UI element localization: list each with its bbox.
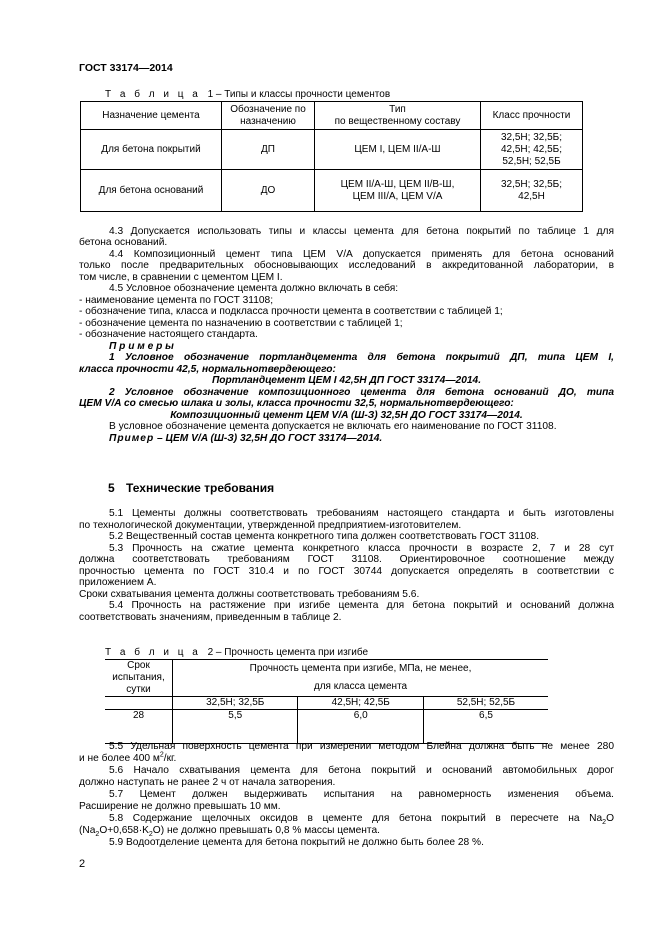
- term-line: Срок: [127, 660, 150, 671]
- table2-cell: 28: [105, 710, 173, 744]
- paragraph-5-1-line2: по технологической документации, утвержденной предприятием-изготовителем.: [79, 520, 462, 531]
- span-line: для класса цемента: [313, 681, 408, 692]
- paragraph-4-3-line2: бетона оснований.: [79, 237, 168, 248]
- table1-head-purpose: Назначение цемента: [81, 102, 222, 130]
- text-run: и не более 400 м: [79, 753, 160, 764]
- paragraph-5-8-line2: [79, 825, 614, 839]
- note-example-text: – ЦЕМ V/A (Ш-З) 32,5Н ДО ГОСТ 33174—2014.: [154, 433, 383, 444]
- example1-line2: класса прочности 42,5, нормальнотвердеющего:: [79, 364, 336, 375]
- table1-head-class: Класс прочности: [481, 102, 583, 130]
- text-run: 5.8 Содержание щелочных оксидов в цементе для бетона покрытий в пересчете на Na: [109, 813, 603, 824]
- list-item: - обозначение типа, класса и подкласса прочности цемента в соответствии с таблицей 1;: [79, 306, 503, 317]
- paragraph-5-1-line1: 5.1 Цементы должны соответствовать требованиям настоящего стандарта и быть изготовлены: [109, 508, 614, 519]
- paragraph-5-6-line1: 5.6 Начало схватывания цемента для бетона покрытий и оснований автомобильных дорог: [109, 765, 614, 776]
- paragraph-4-5: 4.5 Условное обозначение цемента должно включать в себя:: [109, 283, 399, 294]
- paragraph-5-9: 5.9 Водоотделение цемента для бетона покрытий не должно быть более 28 %.: [109, 837, 484, 848]
- paragraph-5-5-line1: 5.5 Удельная поверхность цемента при измерении методом Блейна должна быть не менее 280: [109, 741, 614, 752]
- paragraph-5-3-line2: должна соответствовать требованиям ГОСТ 31108. Ориентировочное соотношение между: [79, 554, 614, 565]
- table1-head-code-l1: Обозначение по: [230, 103, 306, 115]
- subscript: 2: [602, 819, 607, 827]
- class-line: 42,5Н: [518, 190, 545, 202]
- class-line: 52,5Н; 52,5Б: [502, 155, 561, 167]
- table1-caption-word: Т а б л и ц а: [105, 89, 201, 100]
- table1-cell: [315, 170, 481, 212]
- table1-head-type-l1: Тип: [389, 103, 406, 115]
- note-example: [79, 433, 614, 444]
- examples-title: П р и м е р ы: [109, 341, 174, 352]
- example2-designation: Композиционный цемент ЦЕМ V/A (Ш-З) 32,5Н ДО ГОСТ 33174—2014.: [170, 410, 523, 421]
- example2-line2: ЦЕМ V/A со смесью шлака и золы, класса прочности 32,5, нормальнотвердеющего:: [79, 398, 514, 409]
- table2-caption-word: Т а б л и ц а: [105, 647, 201, 658]
- paragraph-5-7-line2: Расширение не должно превышать 10 мм.: [79, 801, 281, 812]
- table1-head-code: [222, 102, 315, 130]
- table-row: [81, 130, 583, 170]
- table1-head-type-l2: по вещественному составу: [334, 115, 461, 127]
- paragraph-5-6-line2: должно наступать не ранее 2 ч от начала затворения.: [79, 777, 336, 788]
- table1-cell: [481, 130, 583, 170]
- table1-cell: ДП: [222, 130, 315, 170]
- subscript: 2: [95, 831, 100, 839]
- paragraph-5-3-line5: Сроки схватывания цемента должны соответствовать требованиям 5.6.: [79, 589, 420, 600]
- table2-sub-head: 32,5Н; 32,5Б: [173, 697, 298, 710]
- paragraph-5-3-line4: приложением А.: [79, 577, 157, 588]
- table2-sub-head: 52,5Н; 52,5Б: [423, 697, 548, 710]
- paragraph-4-4-line1: 4.4 Композиционный цемент типа ЦЕМ V/A допускается применять для бетона оснований: [109, 249, 614, 260]
- term-line: испытания,: [112, 672, 165, 683]
- paragraph-4-4-line2: только после предварительных обосновывающих исследований в аккредитованной лаборатории, в: [79, 260, 614, 271]
- table1-cell: Для бетона покрытий: [81, 130, 222, 170]
- table1-caption: [105, 89, 390, 100]
- table2-sub-head: 42,5Н; 42,5Б: [298, 697, 423, 710]
- table2-cell: 6,0: [298, 710, 423, 744]
- paragraph-4-3-line1: 4.3 Допускается использовать типы и классы цемента для бетона покрытий по таблице 1 для: [109, 226, 614, 237]
- example2-line1: 2 Условное обозначение композиционного цемента для бетона оснований ДО, типа: [109, 387, 614, 398]
- table2-head-span-2: [173, 678, 549, 697]
- table1: [80, 101, 583, 212]
- paragraph-5-3-line1: 5.3 Прочность на сжатие цемента конкретного класса прочности в возрасте 2, 7 и 28 сут: [109, 543, 614, 554]
- list-item: - наименование цемента по ГОСТ 31108;: [79, 295, 274, 306]
- type-line: ЦЕМ II/А-Ш, ЦЕМ II/В-Ш,: [340, 178, 455, 190]
- paragraph-5-4-line1: 5.4 Прочность на растяжение при изгибе цемента для бетона покрытий и оснований должна: [109, 600, 614, 611]
- table2-caption: [105, 647, 368, 658]
- example1-designation: Портландцемент ЦЕМ I 42,5Н ДП ГОСТ 33174—2014.: [211, 375, 482, 386]
- table1-head-code-l2: назначению: [240, 115, 296, 127]
- text-run: (Na: [79, 825, 96, 836]
- list-item: - обозначение цемента по назначению в соответствии с таблицей 1;: [79, 318, 403, 329]
- paragraph-5-2: 5.2 Вещественный состав цемента конкретного типа должен соответствовать ГОСТ 31108.: [109, 531, 540, 542]
- table2-empty: [105, 697, 173, 710]
- section-number: 5: [108, 481, 115, 495]
- table-row: [105, 710, 548, 744]
- term-line: сутки: [126, 684, 151, 695]
- paragraph-4-4-line3: том числе, в сравнении с цементом ЦЕМ I.: [79, 272, 283, 283]
- table1-cell: ДО: [222, 170, 315, 212]
- document-header: ГОСТ 33174—2014: [79, 62, 173, 74]
- table1-cell: Для бетона оснований: [81, 170, 222, 212]
- table-row: [81, 170, 583, 212]
- paragraph-5-5-line2: [79, 753, 614, 764]
- table1-cell: ЦЕМ I, ЦЕМ II/А-Ш: [315, 130, 481, 170]
- class-line: 42,5Н; 42,5Б;: [500, 143, 563, 155]
- table1-caption-num: 1: [207, 89, 214, 100]
- paragraph-5-8-line1: [79, 813, 614, 827]
- note-line: В условное обозначение цемента допускается не включать его наименование по ГОСТ 31108.: [109, 421, 557, 432]
- page-number: 2: [79, 858, 86, 870]
- text-run: O+0,658·K: [99, 825, 149, 836]
- text-run: /кг.: [163, 753, 177, 764]
- table1-caption-text: – Типы и классы прочности цементов: [213, 89, 391, 100]
- table1-head-type: [315, 102, 481, 130]
- type-line: ЦЕМ III/А, ЦЕМ V/A: [352, 190, 443, 202]
- table2-caption-num: 2: [207, 647, 214, 658]
- table2-cell: 5,5: [173, 710, 298, 744]
- paragraph-5-4-line2: соответствовать значениям, приведенным в таблице 2.: [79, 612, 342, 623]
- example1-line1: 1 Условное обозначение портландцемента для бетона покрытий ДП, типа ЦЕМ I,: [109, 352, 614, 363]
- superscript: 2: [159, 751, 164, 759]
- note-example-word: Пример: [109, 433, 155, 444]
- list-item: - обозначение настоящего стандарта.: [79, 329, 258, 340]
- paragraph-5-3-line3: прочностью цемента по ГОСТ 310.4 и по ГОСТ 30744 допускается определять в соответствии с: [79, 566, 614, 577]
- table1-cell: [481, 170, 583, 212]
- table2-caption-text: – Прочность цемента при изгибе: [213, 647, 369, 658]
- subscript: 2: [148, 831, 153, 839]
- span-line: Прочность цемента при изгибе, МПа, не менее,: [249, 663, 472, 674]
- class-line: 32,5Н; 32,5Б;: [500, 131, 563, 143]
- text-run: O) не должно превышать 0,8 % массы цемента.: [152, 825, 380, 836]
- class-line: 32,5Н; 32,5Б;: [500, 178, 563, 190]
- text-run: O: [606, 813, 614, 824]
- section-title: Технические требования: [126, 481, 275, 495]
- table2-head-span: [173, 660, 549, 679]
- table2-cell: 6,5: [423, 710, 548, 744]
- section-heading: [108, 481, 274, 495]
- table2: [105, 659, 548, 744]
- paragraph-5-7-line1: 5.7 Цемент должен выдерживать испытания на равномерность изменения объема.: [109, 789, 614, 800]
- table2-head-term: [105, 660, 173, 697]
